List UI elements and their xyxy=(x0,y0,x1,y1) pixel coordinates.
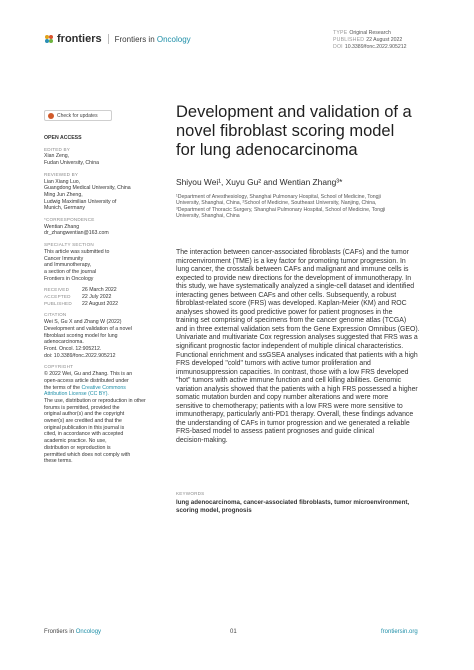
article-meta xyxy=(333,30,407,52)
citation-label: CITATION xyxy=(44,312,67,318)
citation-line: Wei S, Gu X and Zhang W (2022) xyxy=(44,319,122,326)
update-badge-icon xyxy=(48,113,54,119)
abstract-line: analyses showed its good predictive power for patient prognoses in the xyxy=(176,308,393,316)
copyright-line: permitted which does not comply with xyxy=(44,451,131,458)
meta-value: 22 August 2022 xyxy=(366,37,403,44)
copyright-label: COPYRIGHT xyxy=(44,364,74,370)
frontiers-logo-icon xyxy=(44,34,54,44)
article-title xyxy=(176,103,446,160)
meta-key: TYPE xyxy=(333,30,348,36)
abstract-line: and in three external validation sets from the Gene Expression Omnibus (GEO). xyxy=(176,325,420,333)
abstract-line: significant prognostic factor independent of multiple clinical characteristics. xyxy=(176,343,404,351)
date-received xyxy=(44,287,162,294)
meta-type xyxy=(333,30,407,37)
abstract-line: microenvironment (TME) is a key factor for promoting tumor progression. In xyxy=(176,257,406,265)
correspondence-email[interactable]: dr_zhangwentian@163.com xyxy=(44,230,109,237)
brand-name: frontiers xyxy=(57,33,102,45)
abstract-line: immunosuppression capacities. In contrast, those with a low FRS developed xyxy=(176,368,409,376)
copyright-line: original publication in this journal is xyxy=(44,424,125,431)
check-updates-label: Check for updates xyxy=(57,112,98,119)
keywords-label: KEYWORDS xyxy=(176,491,205,496)
copyright-line: The use, distribution or reproduction in other xyxy=(44,397,146,404)
reviewer-line: Lian Xiang Luo, xyxy=(44,178,81,185)
copyright-line: open-access article distributed under xyxy=(44,377,129,384)
affiliation-line: University, Shanghai, China xyxy=(176,213,240,220)
citation-line: fibroblast scoring model for lung xyxy=(44,332,118,339)
copyright-line: academic practice. No use, xyxy=(44,438,107,445)
footer-site-link[interactable]: frontiersin.org xyxy=(381,629,418,635)
affiliation-line: University, Shanghai, China, ²School of Medicine, Southeast University, Nanjing, China, xyxy=(176,200,377,207)
header-logo[interactable] xyxy=(44,33,191,45)
copyright-line xyxy=(44,385,162,392)
affiliation-line: ¹Department of Anesthesiology, Shanghai Pulmonary Hospital, School of Medicine, Tongji xyxy=(176,194,381,200)
copyright-text: the terms of the xyxy=(44,384,81,391)
copyright-line: © 2022 Wei, Gu and Zhang. This is an xyxy=(44,371,133,378)
abstract-line: fibroblast-related score (FRS) was developed. Kaplan-Meier (KM) and ROC xyxy=(176,300,407,308)
reviewer-line: Guangdong Medical University, China xyxy=(44,185,131,192)
specialty-line: a section of the journal xyxy=(44,268,97,275)
specialty-label: SPECIALTY SECTION xyxy=(44,242,94,248)
date-label: ACCEPTED xyxy=(44,294,71,300)
abstract-line: the understanding of CAFs in tumor progression and we generated a reliable xyxy=(176,419,410,427)
copyright-line: cited, in accordance with accepted xyxy=(44,431,124,438)
reviewed-by-label: REVIEWED BY xyxy=(44,171,79,177)
abstract-line: The interaction between cancer-associated fibroblasts (CAFs) and the tumor xyxy=(176,249,409,256)
abstract-line: training set comprising of specimens from the cancer genome atlas (TCGA) xyxy=(176,317,407,325)
date-accepted xyxy=(44,294,162,301)
open-access-label: OPEN ACCESS xyxy=(44,135,82,141)
meta-value: Original Research xyxy=(349,30,391,36)
abstract-line: somatic mutation burden and copy number alterations and were more xyxy=(176,394,389,402)
footer-journal-accent: Oncology xyxy=(75,629,102,635)
abstract-line: sensitive to chemotherapy; patients with a low FRS were more sensitive to xyxy=(176,402,403,410)
specialty-line: Cancer Immunity xyxy=(44,255,84,262)
abstract-line: variation analysis showed that the patients with a high FRS possessed a higher xyxy=(176,385,418,393)
date-published xyxy=(44,301,162,308)
specialty-line: This article was submitted to xyxy=(44,248,110,255)
abstract-line: Functional enrichment and ssGSEA analyses indicated that patients with a high xyxy=(176,351,418,359)
editor-line: Fudan University, China xyxy=(44,160,99,167)
meta-doi xyxy=(333,44,407,51)
meta-value[interactable]: 10.3389/fonc.2022.905212 xyxy=(344,44,407,51)
keywords xyxy=(176,499,438,515)
header-divider xyxy=(108,34,109,44)
edited-by-label: EDITED BY xyxy=(44,146,71,152)
title-line: novel fibroblast scoring model xyxy=(176,122,395,140)
abstract-line: immunotherapy, particularly anti-PD1 therapy. Overall, these findings advance xyxy=(176,411,414,419)
journal-name[interactable] xyxy=(115,35,191,44)
license-link[interactable]: Attribution License (CC BY). xyxy=(44,391,109,398)
date-label: PUBLISHED xyxy=(44,300,72,306)
affiliation-line: ³Department of Thoracic Surgery, Shanghai Pulmonary Hospital, School of Medicine, Tongji xyxy=(176,206,386,213)
date-value: 26 March 2022 xyxy=(82,287,117,294)
correspondence-name: Wentian Zhang xyxy=(44,223,80,230)
editor-line: Xian Zeng, xyxy=(44,153,70,160)
correspondence-label: *CORRESPONDENCE xyxy=(44,217,95,223)
abstract-line: interacting genes between CAFs and other cells. Subsequently, a robust xyxy=(176,291,397,299)
copyright-line: distribution or reproduction is xyxy=(44,444,111,451)
footer-journal-prefix: Frontiers in xyxy=(44,629,75,635)
journal-accent: Oncology xyxy=(156,34,191,44)
abstract-line: FRS-based model to assess patient prognoses and guide clinical xyxy=(176,428,375,436)
page-number: 01 xyxy=(230,629,237,635)
copyright-line: forums is permitted, provided the xyxy=(44,404,120,411)
abstract-line: FRS developed "cold" tumors with active tumor proliferation and xyxy=(176,360,371,368)
title-line: Development and validation of a xyxy=(176,103,412,121)
abstract xyxy=(176,249,444,446)
abstract-line: "hot" tumors with active immune function and cell killing abilities. Genomic xyxy=(176,377,402,385)
abstract-line: decision-making. xyxy=(176,437,228,445)
specialty-line: Frontiers in Oncology xyxy=(44,275,94,282)
citation-line: adenocarcinoma. xyxy=(44,339,84,346)
keywords-line: lung adenocarcinoma, cancer-associated fibroblasts, tumor microenvironment, xyxy=(176,499,410,506)
article-sidebar xyxy=(44,135,162,465)
specialty-line: and Immunotherapy, xyxy=(44,262,92,269)
license-link[interactable]: Creative Commons xyxy=(81,384,126,391)
abstract-line: lung cancer, the crosstalk between CAFs and malignant and immune cells is xyxy=(176,266,409,274)
footer-journal[interactable] xyxy=(44,629,101,635)
date-value: 22 August 2022 xyxy=(82,300,119,307)
copyright-line: original author(s) and the copyright xyxy=(44,411,125,418)
citation-doi[interactable]: doi: 10.3389/fonc.2022.905212 xyxy=(44,352,116,359)
journal-prefix: Frontiers in xyxy=(114,34,155,44)
meta-published xyxy=(333,37,407,44)
citation-line: Front. Oncol. 12:905212. xyxy=(44,345,102,352)
author-list: Shiyou Wei¹, Xuyu Gu² and Wentian Zhang³* xyxy=(176,177,343,187)
abstract-line: Univariate and multivariate Cox regression analyses suggested that FRS was a xyxy=(176,334,418,342)
copyright-line: these terms. xyxy=(44,458,73,465)
title-line: for lung adenocarcinoma xyxy=(176,141,358,159)
date-label: RECEIVED xyxy=(44,287,70,293)
citation-line: Development and validation of a novel xyxy=(44,325,132,332)
date-value: 22 July 2022 xyxy=(82,294,112,301)
copyright-line: owner(s) are credited and that the xyxy=(44,418,122,425)
meta-key: DOI xyxy=(333,44,343,51)
affiliations xyxy=(176,194,441,220)
keywords-line: scoring model, prognosis xyxy=(176,507,252,514)
reviewer-line: Munich, Germany xyxy=(44,205,85,212)
abstract-line: expected to provide new directions for the development of immunotherapy. In xyxy=(176,274,412,282)
meta-key: PUBLISHED xyxy=(333,37,365,44)
abstract-line: this study, we have systematically analyzed a single-cell dataset and identified xyxy=(176,283,415,291)
check-for-updates-button[interactable] xyxy=(44,110,112,121)
reviewer-line: Ludwig Maximilian University of xyxy=(44,198,117,205)
reviewer-line: Ming Jun Zheng, xyxy=(44,191,83,198)
